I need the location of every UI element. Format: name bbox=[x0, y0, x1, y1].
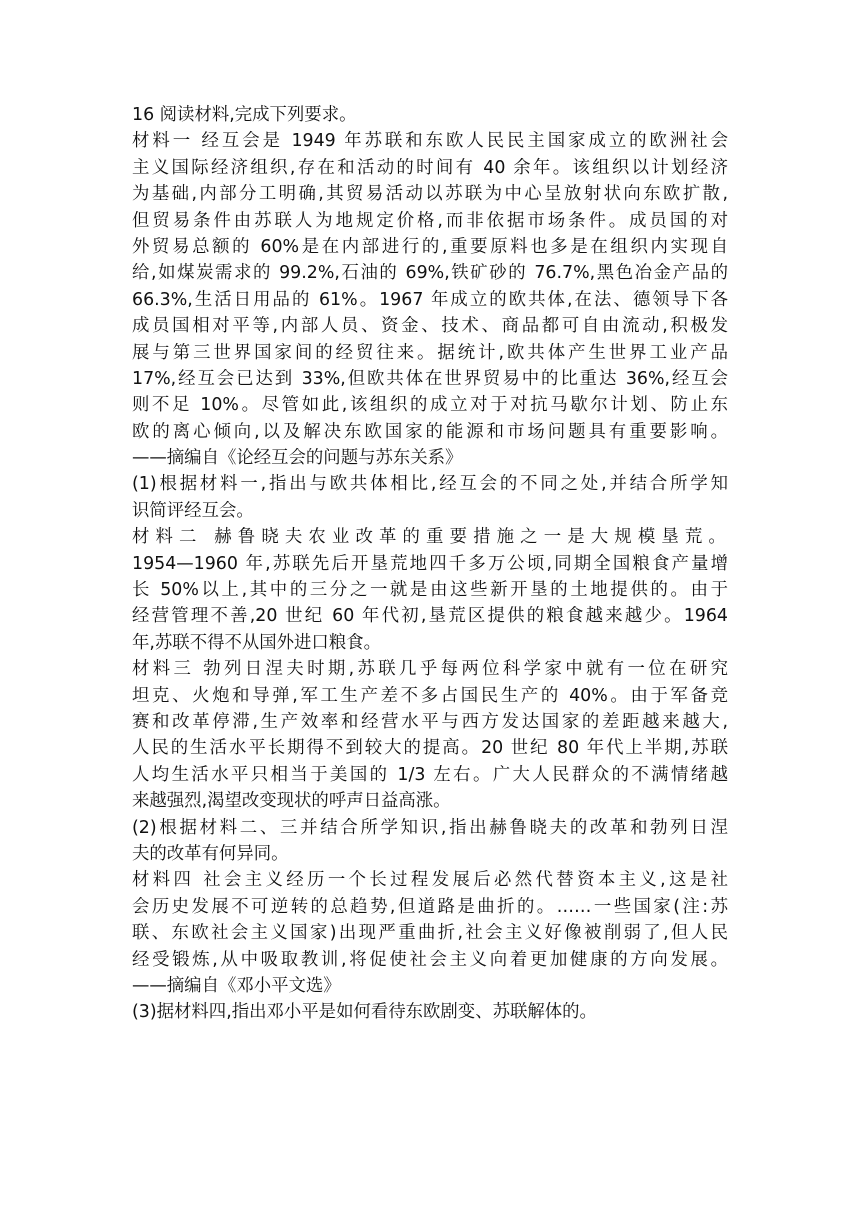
material-4-line: 联、东欧社会主义国家)出现严重曲折,社会主义好像被削弱了,但人民 bbox=[132, 923, 728, 944]
question-2: 夫的改革有何异同。 bbox=[132, 843, 289, 864]
question-1: 识简评经互会。 bbox=[132, 500, 254, 521]
question-heading: 16 阅读材料,完成下列要求。 bbox=[132, 105, 357, 125]
question-2: (2)根据材料二、三并结合所学知识,指出赫鲁晓夫的改革和勃列日涅 bbox=[132, 817, 728, 838]
material-3-line: 材料三 勃列日涅夫时期,苏联几乎每两位科学家中就有一位在研究 bbox=[132, 659, 728, 680]
material-3-line: 坦克、火炮和导弹,军工生产差不多占国民生产的 40%。由于军备竞 bbox=[132, 685, 728, 706]
material-1-line: 欧的离心倾向,以及解决东欧国家的能源和市场问题具有重要影响。 bbox=[132, 421, 728, 442]
document-body bbox=[132, 102, 728, 1026]
material-1-source: ——摘编自《论经互会的问题与苏东关系》 bbox=[132, 448, 463, 469]
material-1-line: 为基础,内部分工明确,其贸易活动以苏联为中心呈放射状向东欧扩散, bbox=[132, 184, 728, 205]
material-1-line: 则不足 10%。尽管如此,该组织的成立对于对抗马歇尔计划、防止东 bbox=[132, 395, 728, 416]
material-4-line: 经受锻炼,从中吸取教训,将促使社会主义向着更加健康的方向发展。 bbox=[132, 949, 728, 970]
material-4-source: ——摘编自《邓小平文选》 bbox=[132, 975, 341, 996]
material-2-line: 长 50%以上,其中的三分之一就是由这些新开垦的土地提供的。由于 bbox=[132, 580, 728, 601]
material-4-line: 材料四 社会主义经历一个长过程发展后必然代替资本主义,这是社 bbox=[132, 870, 728, 891]
material-3-line: 赛和改革停滞,生产效率和经营水平与西方发达国家的差距越来越大, bbox=[132, 711, 728, 732]
question-3: (3)据材料四,指出邓小平是如何看待东欧剧变、苏联解体的。 bbox=[132, 1002, 597, 1023]
material-1-line: 17%,经互会已达到 33%,但欧共体在世界贸易中的比重达 36%,经互会 bbox=[132, 368, 728, 389]
material-1-line: 外贸易总额的 60%是在内部进行的,重要原料也多是在组织内实现自 bbox=[132, 236, 728, 257]
material-3-line: 来越强烈,渴望改变现状的呼声日益高涨。 bbox=[132, 791, 451, 812]
material-1-line: 但贸易条件由苏联人为地规定价格,而非依据市场条件。成员国的对 bbox=[132, 210, 728, 231]
material-3-line: 人均生活水平只相当于美国的 1/3 左右。广大人民群众的不满情绪越 bbox=[132, 764, 728, 785]
material-1-line: 成员国相对平等,内部人员、资金、技术、商品都可自由流动,积极发 bbox=[132, 316, 728, 337]
material-2-line: 材料二 赫鲁晓夫农业改革的重要措施之一是大规模垦荒。 bbox=[132, 527, 728, 548]
material-1-line: 主义国际经济组织,存在和活动的时间有 40 余年。该组织以计划经济 bbox=[132, 157, 728, 178]
material-1-line: 材料一 经互会是 1949 年苏联和东欧人民民主国家成立的欧洲社会 bbox=[132, 131, 728, 152]
material-3-line: 人民的生活水平长期得不到较大的提高。20 世纪 80 年代上半期,苏联 bbox=[132, 738, 728, 759]
material-4-line: 会历史发展不可逆转的总趋势,但道路是曲折的。……一些国家(注:苏 bbox=[132, 896, 728, 917]
material-2-line: 经营管理不善,20 世纪 60 年代初,垦荒区提供的粮食越来越少。1964 bbox=[132, 606, 728, 627]
material-1-line: 展与第三世界国家间的经贸往来。据统计,欧共体产生世界工业产品 bbox=[132, 342, 728, 363]
material-1-line: 给,如煤炭需求的 99.2%,石油的 69%,铁矿砂的 76.7%,黑色冶金产品的 bbox=[132, 263, 728, 284]
material-1-line: 66.3%,生活日用品的 61%。1967 年成立的欧共体,在法、德领导下各 bbox=[132, 289, 728, 310]
material-2-line: 年,苏联不得不从国外进口粮食。 bbox=[132, 632, 381, 653]
question-1: (1)根据材料一,指出与欧共体相比,经互会的不同之处,并结合所学知 bbox=[132, 474, 728, 495]
material-2-line: 1954—1960 年,苏联先后开垦荒地四千多万公顷,同期全国粮食产量增 bbox=[132, 553, 728, 574]
